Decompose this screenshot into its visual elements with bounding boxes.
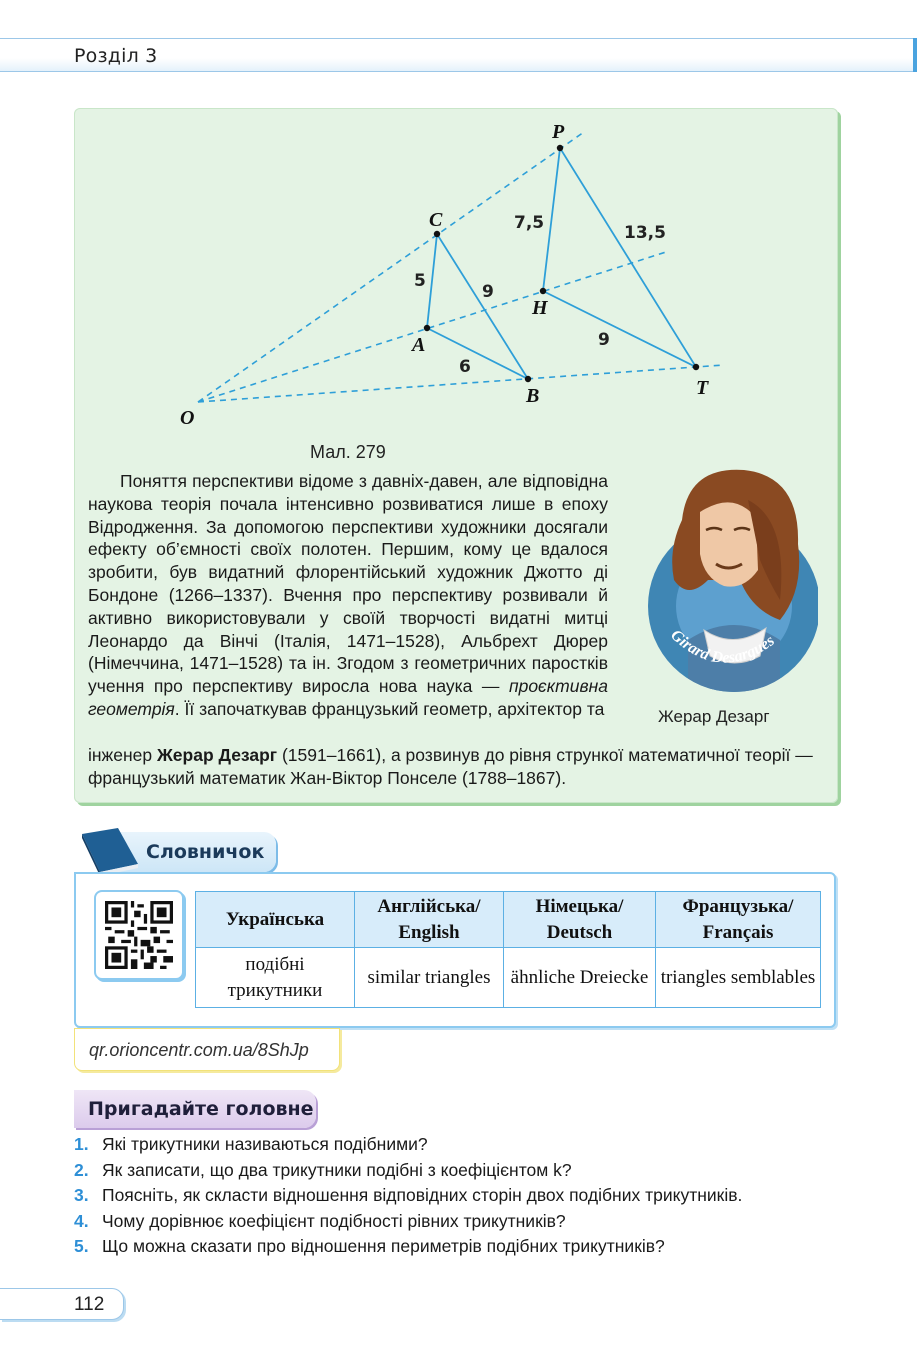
len-ph: 7,5 — [514, 213, 545, 233]
len-ca: 5 — [414, 271, 426, 291]
point-b — [525, 376, 531, 382]
header-french: Французька/ Français — [656, 892, 821, 948]
para-rest: (1591–1661), а розвинув до рівня стрункої математичної теорії — французький математик Жан-Віктор Понселе (1788–1867). — [88, 745, 813, 788]
recall-title: Пригадайте головне — [88, 1098, 314, 1120]
recall-tab — [74, 1090, 316, 1128]
point-h — [540, 288, 546, 294]
portrait-caption: Жерар Дезарг — [658, 707, 770, 726]
list-item — [74, 1158, 874, 1184]
question-text: Що можна сказати про відношення периметрів подібних трикутників? — [102, 1236, 665, 1257]
figure-caption: Мал. 279 — [310, 442, 386, 462]
qr-code-frame[interactable] — [94, 890, 184, 980]
question-number: 3. — [74, 1185, 89, 1206]
ray-o-p — [198, 132, 584, 402]
table-header-row — [196, 892, 821, 948]
question-text: Поясніть, як скласти відношення відповідних сторін двох подібних трикутників. — [102, 1185, 743, 1206]
question-text: Які трикутники називаються подібними? — [102, 1134, 428, 1154]
cell-french: triangles semblables — [656, 948, 821, 1008]
point-c — [434, 231, 440, 237]
len-ab: 6 — [459, 357, 471, 377]
history-panel — [74, 108, 838, 803]
page-number: 112 — [74, 1294, 105, 1315]
qr-link[interactable]: qr.orioncentr.com.ua/8ShJp — [89, 1040, 309, 1060]
desargues-figure — [74, 108, 838, 438]
section-title: Розділ 3 — [74, 45, 158, 67]
history-paragraph-end — [88, 744, 828, 790]
label-c: C — [429, 209, 443, 231]
cell-english: similar triangles — [355, 948, 504, 1008]
point-a — [424, 325, 430, 331]
len-cb: 9 — [482, 282, 494, 302]
label-p: P — [552, 121, 565, 143]
header-bar — [0, 38, 917, 72]
question-list — [74, 1132, 874, 1260]
triangle-abc — [427, 234, 528, 379]
glossary-table — [195, 891, 821, 1008]
page-number-tab — [0, 1288, 124, 1320]
list-item — [74, 1234, 874, 1260]
book-icon — [78, 826, 142, 878]
list-item — [74, 1183, 874, 1209]
triangle-hpt — [543, 148, 696, 367]
list-item — [74, 1132, 874, 1158]
portrait-seal: Girard Desargues — [667, 626, 778, 667]
question-number: 2. — [74, 1159, 89, 1180]
question-text: Як записати, що два трикутники подібні з коефіцієнтом k? — [102, 1159, 572, 1180]
glossary-box — [74, 872, 836, 1028]
label-o: O — [180, 407, 195, 429]
para-engineer: інженер — [88, 745, 157, 765]
history-paragraph — [88, 470, 608, 721]
label-h: H — [532, 297, 548, 319]
para-after-term: . Її започаткував французький геометр, архітектор та — [174, 698, 605, 719]
label-t: T — [696, 377, 709, 399]
point-t — [693, 364, 699, 370]
list-item — [74, 1209, 874, 1235]
desargues-portrait — [648, 460, 818, 700]
qr-code-icon[interactable] — [105, 901, 173, 969]
len-ht: 9 — [598, 330, 610, 350]
label-a: A — [412, 334, 426, 356]
point-p — [557, 145, 563, 151]
len-pt: 13,5 — [624, 223, 666, 243]
question-number: 4. — [74, 1210, 89, 1231]
cell-german: ähnliche Dreiecke — [504, 948, 656, 1008]
header-english: Англійська/ English — [355, 892, 504, 948]
question-number: 5. — [74, 1236, 89, 1257]
question-number: 1. — [74, 1134, 89, 1154]
cell-ukrainian: подібні трикутники — [196, 948, 355, 1008]
term-projective-geometry: проєктивна геометрія — [88, 676, 608, 719]
qr-link-box[interactable] — [74, 1028, 340, 1071]
table-row — [196, 948, 821, 1008]
name-desargues: Жерар Дезарг — [156, 745, 278, 765]
header-german: Німецька/ Deutsch — [504, 892, 656, 948]
glossary-title: Словничок — [146, 841, 265, 863]
label-b: B — [526, 385, 540, 407]
para-main: Поняття перспективи відоме з давніх-давен, але відповідна наукова теорія почала інтенсивно розвиватися лише в епоху Відродження. За допомогою перспективи художники досягали ефекту об’ємності своїх полотен. Першим, кому це вдалося зробити, був видатний флорентійський художник Джотто ді Бондоне (1266–1337). Вчення про перспективу розвивали й активно використовували у своїй творчості видатні митці Леонардо да Вінчі (Італія, 1471–1528), Альбрехт Дюрер (Німеччина, 1471–1528) та ін. Згодом з геометричних паростків учення про перспективу виросла нова наука — — [88, 471, 608, 697]
header-ukrainian: Українська — [196, 892, 355, 948]
question-text: Чому дорівнює коефіцієнт подібності рівних трикутників? — [102, 1210, 566, 1231]
